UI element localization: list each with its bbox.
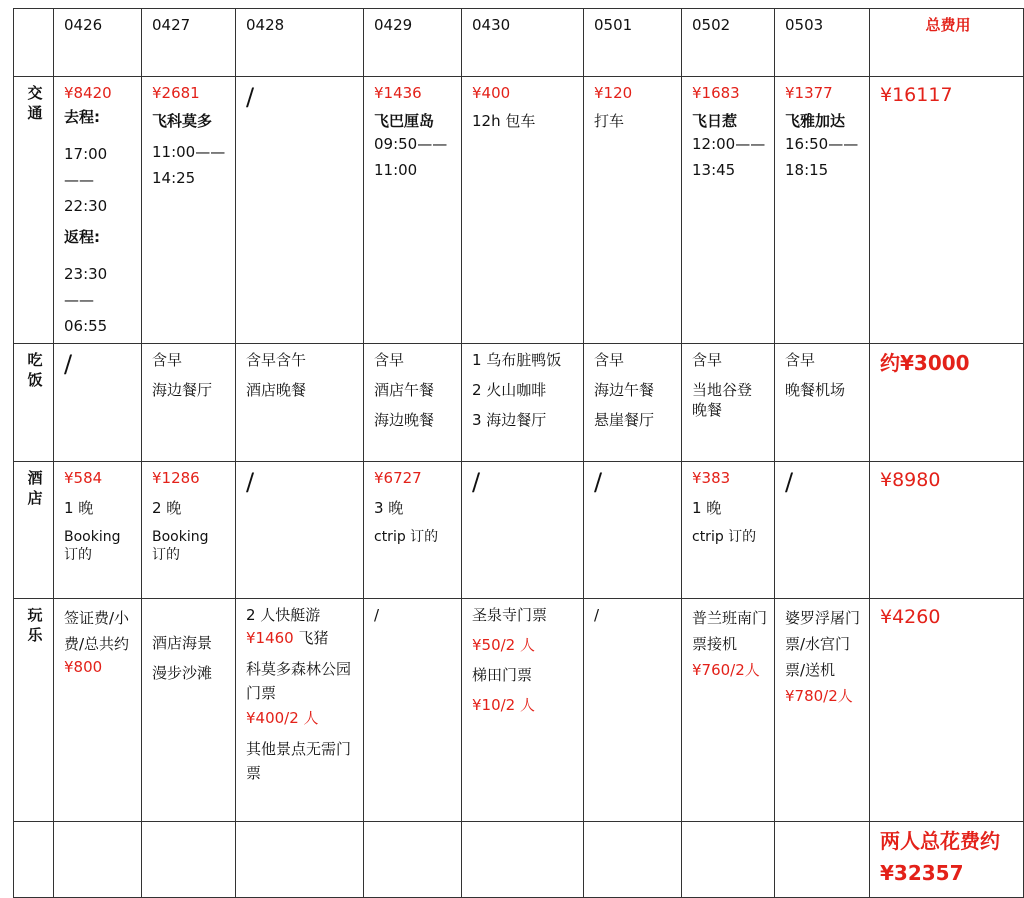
empty-cell xyxy=(236,822,364,898)
empty-slash: / xyxy=(785,468,794,496)
empty-slash: / xyxy=(472,468,481,496)
food-cell-0501 xyxy=(584,344,682,462)
flight-time: 16:50——18:15 xyxy=(785,135,859,179)
activity: 科莫多森林公园门票 xyxy=(246,660,352,702)
total-header: 总费用 xyxy=(870,9,1024,77)
category-transport xyxy=(14,77,54,344)
category-food xyxy=(14,344,54,462)
price: ¥760/2人 xyxy=(692,661,760,679)
expense-table xyxy=(13,8,1024,898)
total-value: ¥16117 xyxy=(880,84,953,106)
meal: 含早含午 xyxy=(246,351,307,369)
fun-cell-0428 xyxy=(236,599,364,822)
corner-cell xyxy=(14,9,54,77)
flight-title: 飞科莫多 xyxy=(152,112,213,130)
booked-via: Booking 订的 xyxy=(64,529,121,563)
meal: 3 海边餐厅 xyxy=(472,411,547,429)
transport-cell-0428 xyxy=(236,77,364,344)
price: ¥383 xyxy=(692,469,731,487)
fun-cell-0430 xyxy=(462,599,584,822)
fun-row xyxy=(14,599,1024,822)
price: ¥120 xyxy=(594,84,633,102)
nights: 3 晚 xyxy=(374,499,404,517)
food-row xyxy=(14,344,1024,462)
header-row xyxy=(14,9,1024,77)
category-fun xyxy=(14,599,54,822)
total-value: 约¥3000 xyxy=(880,351,970,375)
hotel-cell-0427 xyxy=(142,462,236,599)
nights: 2 晚 xyxy=(152,499,182,517)
category-hotel xyxy=(14,462,54,599)
price: ¥584 xyxy=(64,469,103,487)
outbound-time: 17:00——22:30 xyxy=(64,145,108,215)
activity: 普兰班南门票接机 xyxy=(692,609,768,653)
hotel-cell-0426 xyxy=(54,462,142,599)
price: ¥2681 xyxy=(152,84,200,102)
category-label: 酒店 xyxy=(27,469,43,507)
flight-time: 09:50——11:00 xyxy=(374,135,448,179)
food-total xyxy=(870,344,1024,462)
empty-cell xyxy=(54,822,142,898)
note: 12h 包车 xyxy=(472,112,536,130)
meal: 1 乌布脏鸭饭 xyxy=(472,351,562,369)
meal: 海边餐厅 xyxy=(152,381,213,399)
note: 打车 xyxy=(594,112,625,130)
price: ¥1683 xyxy=(692,84,740,102)
meal: 当地谷登晚餐 xyxy=(692,381,753,419)
transport-cell-0429 xyxy=(364,77,462,344)
price: ¥400 xyxy=(472,84,511,102)
category-label: 吃饭 xyxy=(27,351,43,389)
activity: 梯田门票 xyxy=(472,666,533,684)
price: ¥10/2 人 xyxy=(472,696,535,714)
fun-cell-0426 xyxy=(54,599,142,822)
price: ¥400/2 人 xyxy=(246,709,319,727)
flight-time: 11:00——14:25 xyxy=(152,143,226,187)
grand-total-cell xyxy=(870,822,1024,898)
price: ¥1436 xyxy=(374,84,422,102)
activity: 婆罗浮屠门票/水宫门票/送机 xyxy=(785,609,861,679)
meal: 含早 xyxy=(594,351,625,369)
transport-cell-0503 xyxy=(775,77,870,344)
empty-slash: / xyxy=(246,83,255,111)
empty-slash: / xyxy=(594,468,603,496)
fun-total xyxy=(870,599,1024,822)
day-header: 0426 xyxy=(54,9,142,77)
fun-cell-0501 xyxy=(584,599,682,822)
return-time: 23:30——06:55 xyxy=(64,265,108,335)
hotel-cell-0428 xyxy=(236,462,364,599)
empty-cell xyxy=(364,822,462,898)
footer-row xyxy=(14,822,1024,898)
return-label: 返程: xyxy=(64,228,100,246)
food-cell-0502 xyxy=(682,344,775,462)
fun-cell-0427 xyxy=(142,599,236,822)
meal: 悬崖餐厅 xyxy=(594,411,655,429)
food-cell-0426 xyxy=(54,344,142,462)
hotel-row xyxy=(14,462,1024,599)
transport-cell-0427 xyxy=(142,77,236,344)
meal: 含早 xyxy=(692,351,723,369)
meal: 晚餐机场 xyxy=(785,381,846,399)
food-cell-0429 xyxy=(364,344,462,462)
hotel-total xyxy=(870,462,1024,599)
transport-row xyxy=(14,77,1024,344)
hotel-cell-0429 xyxy=(364,462,462,599)
empty-slash: / xyxy=(594,606,600,624)
booked-via: ctrip 订的 xyxy=(374,529,439,545)
food-cell-0428 xyxy=(236,344,364,462)
fun-cell-0503 xyxy=(775,599,870,822)
price: ¥1460 xyxy=(246,629,294,647)
outbound-label: 去程: xyxy=(64,108,100,126)
meal: 酒店晚餐 xyxy=(246,381,307,399)
flight-title: 飞雅加达 xyxy=(785,112,846,130)
meal: 海边午餐 xyxy=(594,381,655,399)
day-header: 0427 xyxy=(142,9,236,77)
activity: 圣泉寺门票 xyxy=(472,606,548,624)
grand-total-label: 两人总花费约 xyxy=(880,829,1000,853)
empty-slash: / xyxy=(374,606,380,624)
empty-cell xyxy=(142,822,236,898)
price: ¥6727 xyxy=(374,469,422,487)
meal: 2 火山咖啡 xyxy=(472,381,547,399)
day-header: 0501 xyxy=(584,9,682,77)
category-label: 交通 xyxy=(27,84,43,122)
empty-cell xyxy=(775,822,870,898)
hotel-cell-0430 xyxy=(462,462,584,599)
flight-time: 12:00——13:45 xyxy=(692,135,766,179)
category-label: 玩乐 xyxy=(27,606,43,644)
nights: 1 晚 xyxy=(692,499,722,517)
flight-title: 飞巴厘岛 xyxy=(374,112,435,130)
empty-cell xyxy=(682,822,775,898)
note: 其他景点无需门票 xyxy=(246,740,352,782)
hotel-cell-0503 xyxy=(775,462,870,599)
price: ¥780/2人 xyxy=(785,687,853,705)
grand-total-value: ¥32357 xyxy=(880,861,964,885)
empty-cell xyxy=(584,822,682,898)
empty-slash: / xyxy=(64,350,73,378)
hotel-cell-0502 xyxy=(682,462,775,599)
day-header: 0429 xyxy=(364,9,462,77)
food-cell-0430 xyxy=(462,344,584,462)
empty-cell xyxy=(14,822,54,898)
meal: 含早 xyxy=(785,351,816,369)
meal: 含早 xyxy=(374,351,405,369)
total-value: ¥8980 xyxy=(880,469,941,491)
meal: 酒店午餐 xyxy=(374,381,435,399)
hotel-cell-0501 xyxy=(584,462,682,599)
food-cell-0503 xyxy=(775,344,870,462)
fun-cell-0429 xyxy=(364,599,462,822)
total-value: ¥4260 xyxy=(880,606,941,628)
nights: 1 晚 xyxy=(64,499,94,517)
price: ¥1377 xyxy=(785,84,833,102)
transport-cell-0426 xyxy=(54,77,142,344)
transport-cell-0502 xyxy=(682,77,775,344)
food-cell-0427 xyxy=(142,344,236,462)
activity: 漫步沙滩 xyxy=(152,664,213,682)
day-header: 0428 xyxy=(236,9,364,77)
empty-slash: / xyxy=(246,468,255,496)
booked-via: Booking 订的 xyxy=(152,529,209,563)
booked-via: ctrip 订的 xyxy=(692,529,757,545)
day-header: 0502 xyxy=(682,9,775,77)
booked-via: 飞猪 xyxy=(293,629,329,647)
empty-cell xyxy=(462,822,584,898)
flight-title: 飞日惹 xyxy=(692,112,738,130)
fun-cell-0502 xyxy=(682,599,775,822)
meal: 含早 xyxy=(152,351,183,369)
day-header: 0503 xyxy=(775,9,870,77)
transport-cell-0430 xyxy=(462,77,584,344)
day-header: 0430 xyxy=(462,9,584,77)
note: 签证费/小费/总共约 xyxy=(64,609,130,653)
transport-total xyxy=(870,77,1024,344)
activity: 酒店海景 xyxy=(152,634,213,652)
price: ¥8420 xyxy=(64,84,112,102)
transport-cell-0501 xyxy=(584,77,682,344)
activity: 2 人快艇游 xyxy=(246,606,321,624)
price: ¥50/2 人 xyxy=(472,636,535,654)
price: ¥800 xyxy=(64,658,103,676)
meal: 海边晚餐 xyxy=(374,411,435,429)
price: ¥1286 xyxy=(152,469,200,487)
